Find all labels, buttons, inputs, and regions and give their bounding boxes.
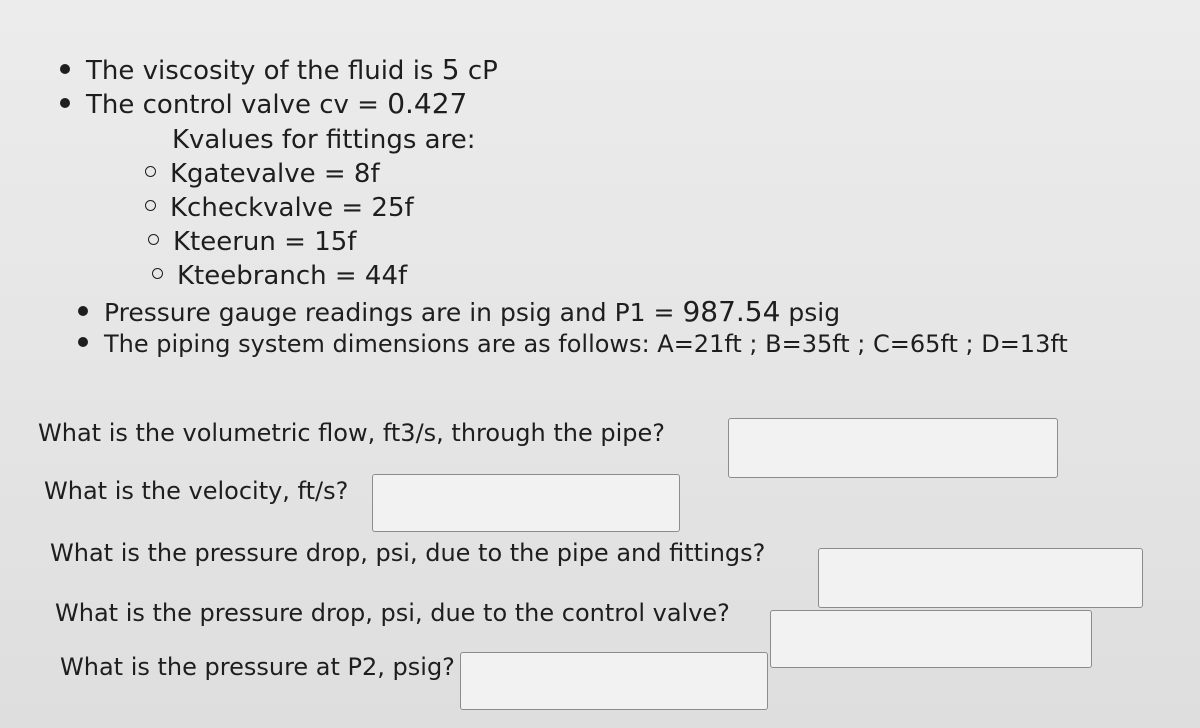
- bullet-icon: [78, 306, 88, 316]
- viscosity-text: The viscosity of the fluid is: [86, 56, 442, 86]
- given-pressure-p1: [78, 296, 840, 329]
- answer-box-volumetric-flow[interactable]: [728, 418, 1058, 478]
- p1-value: 987.54: [682, 295, 781, 328]
- fitting-item: [145, 158, 380, 190]
- answer-box-velocity[interactable]: [372, 474, 680, 532]
- p1-text: Pressure gauge readings are in psig and P1 =: [104, 298, 683, 327]
- answer-input[interactable]: [819, 549, 1142, 607]
- answer-input[interactable]: [461, 653, 767, 709]
- given-pipe-dimensions: [78, 328, 1068, 360]
- fitting-label: Kteebranch = 44f: [177, 261, 408, 291]
- p1-unit: psig: [780, 298, 841, 327]
- answer-input[interactable]: [373, 475, 679, 531]
- sub-bullet-icon: [152, 268, 163, 279]
- question-label: What is the pressure drop, psi, due to the control valve?: [55, 599, 730, 627]
- answer-input[interactable]: [771, 611, 1091, 667]
- viscosity-unit: cP: [459, 56, 498, 86]
- answer-box-pipe-pressure-drop[interactable]: [818, 548, 1143, 608]
- question-label: What is the pressure drop, psi, due to the pipe and fittings?: [50, 539, 766, 567]
- bullet-icon: [60, 98, 70, 108]
- answer-input[interactable]: [729, 419, 1057, 477]
- cv-text: The control valve cv =: [86, 90, 388, 120]
- bullet-icon: [78, 337, 88, 347]
- fitting-label: Kteerun = 15f: [173, 227, 357, 257]
- fitting-item: [152, 260, 407, 292]
- answer-box-valve-pressure-drop[interactable]: [770, 610, 1092, 668]
- dimensions-text: The piping system dimensions are as follows: A=21ft ; B=35ft ; C=65ft ; D=13ft: [104, 330, 1068, 358]
- fitting-label: Kgatevalve = 8f: [170, 159, 380, 189]
- cv-value: 0.427: [387, 87, 468, 120]
- kvalues-heading: Kvalues for fittings are:: [172, 125, 476, 155]
- question-label: What is the velocity, ft/s?: [44, 477, 349, 505]
- viscosity-value: 5: [441, 53, 460, 86]
- sub-bullet-icon: [145, 166, 156, 177]
- question-label: What is the volumetric flow, ft3/s, through the pipe?: [38, 419, 666, 447]
- bullet-icon: [60, 64, 70, 74]
- fitting-label: Kcheckvalve = 25f: [170, 193, 414, 223]
- given-control-valve-cv: [60, 88, 467, 121]
- fitting-item: [145, 192, 414, 224]
- sub-bullet-icon: [148, 234, 159, 245]
- question-label: What is the pressure at P2, psig?: [60, 653, 455, 681]
- sub-bullet-icon: [145, 200, 156, 211]
- given-viscosity: [60, 54, 498, 87]
- fitting-item: [148, 226, 356, 258]
- answer-box-p2-pressure[interactable]: [460, 652, 768, 710]
